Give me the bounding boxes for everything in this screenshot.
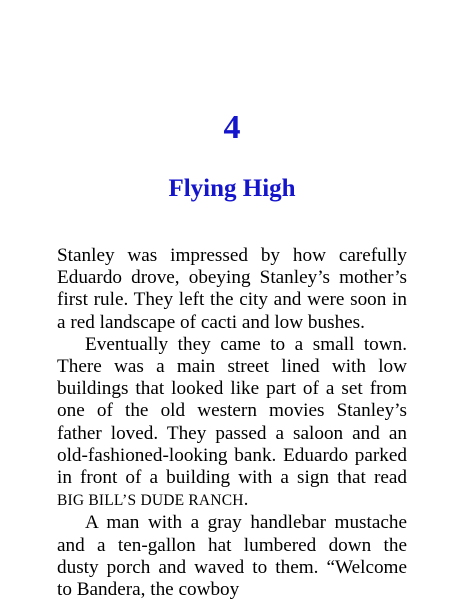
ranch-sign-text: BIG BILL’S DUDE RANCH bbox=[57, 492, 244, 510]
chapter-number: 4 bbox=[223, 109, 241, 146]
paragraph-2-text: Eventually they came to a small town. There was a main street lined with low buildings that looked like part of a set from one of the old western movies Stanley’s father loved. They passed a saloon and an old-fashioned-looking bank. Eduardo parked in front of a building with a sign that read bbox=[57, 333, 407, 489]
paragraph-2-end: . bbox=[243, 489, 249, 511]
paragraph-3: A man with a gray handlebar mustache and a ten-gallon hat lumbered down the dusty porch and waved to them. “Welcome to Bandera, the cowboy bbox=[57, 512, 407, 601]
paragraph-2 bbox=[57, 334, 407, 513]
paragraph-1: Stanley was impressed by how carefully Eduardo drove, obeying Stanley’s mother’s first rule. They left the city and were soon in a red landscape of cacti and low bushes. bbox=[57, 245, 407, 333]
body-text bbox=[57, 245, 407, 601]
chapter-title: Flying High bbox=[168, 175, 296, 202]
